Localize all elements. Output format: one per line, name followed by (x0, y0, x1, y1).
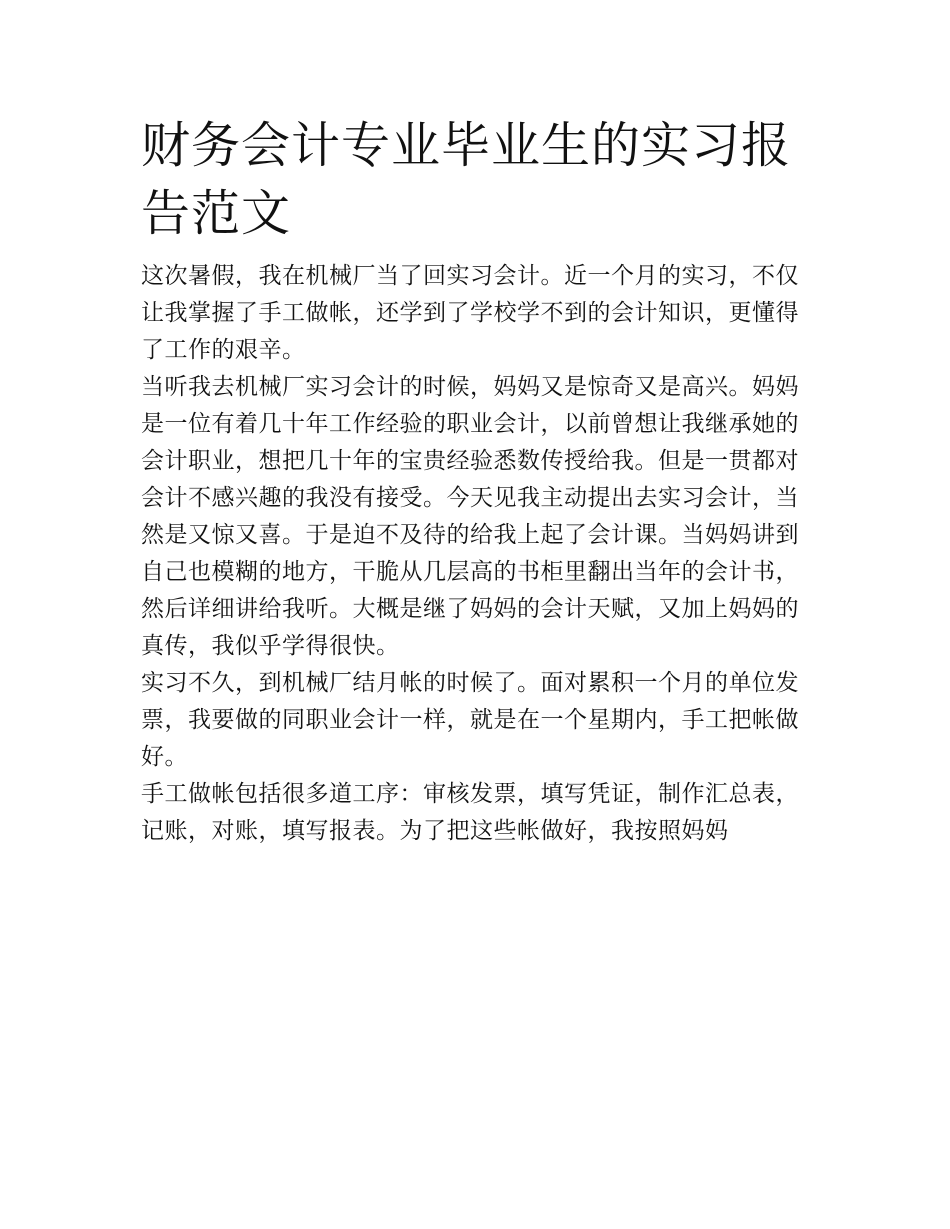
paragraph-4: 手工做帐包括很多道工序：审核发票，填写凭证，制作汇总表，记账，对账，填写报表。为了把这些帐做好，我按照妈妈 (141, 781, 799, 844)
document-title: 财务会计专业毕业生的实习报告范文 (141, 117, 792, 242)
document-body (141, 112, 821, 850)
paragraph-1: 这次暑假，我在机械厂当了回实习会计。近一个月的实习，不仅让我掌握了手工做帐，还学到了学校学不到的会计知识，更懂得了工作的艰辛。 (141, 263, 799, 363)
paragraph-2: 当听我去机械厂实习会计的时候，妈妈又是惊奇又是高兴。妈妈是一位有着几十年工作经验的职业会计，以前曾想让我继承她的会计职业，想把几十年的宝贵经验悉数传授给我。但是一贯都对会计不感兴趣的我没有接受。今天见我主动提出去实习会计，当然是又惊又喜。于是迫不及待的给我上起了会计课。当妈妈讲到自己也模糊的地方，干脆从几层高的书柜里翻出当年的会计书，然后详细讲给我听。大概是继了妈妈的会计天赋，又加上妈妈的真传，我似乎学得很快。 (141, 374, 799, 659)
paragraph-3: 实习不久，到机械厂结月帐的时候了。面对累积一个月的单位发票，我要做的同职业会计一样，就是在一个星期内，手工把帐做好。 (141, 670, 799, 770)
